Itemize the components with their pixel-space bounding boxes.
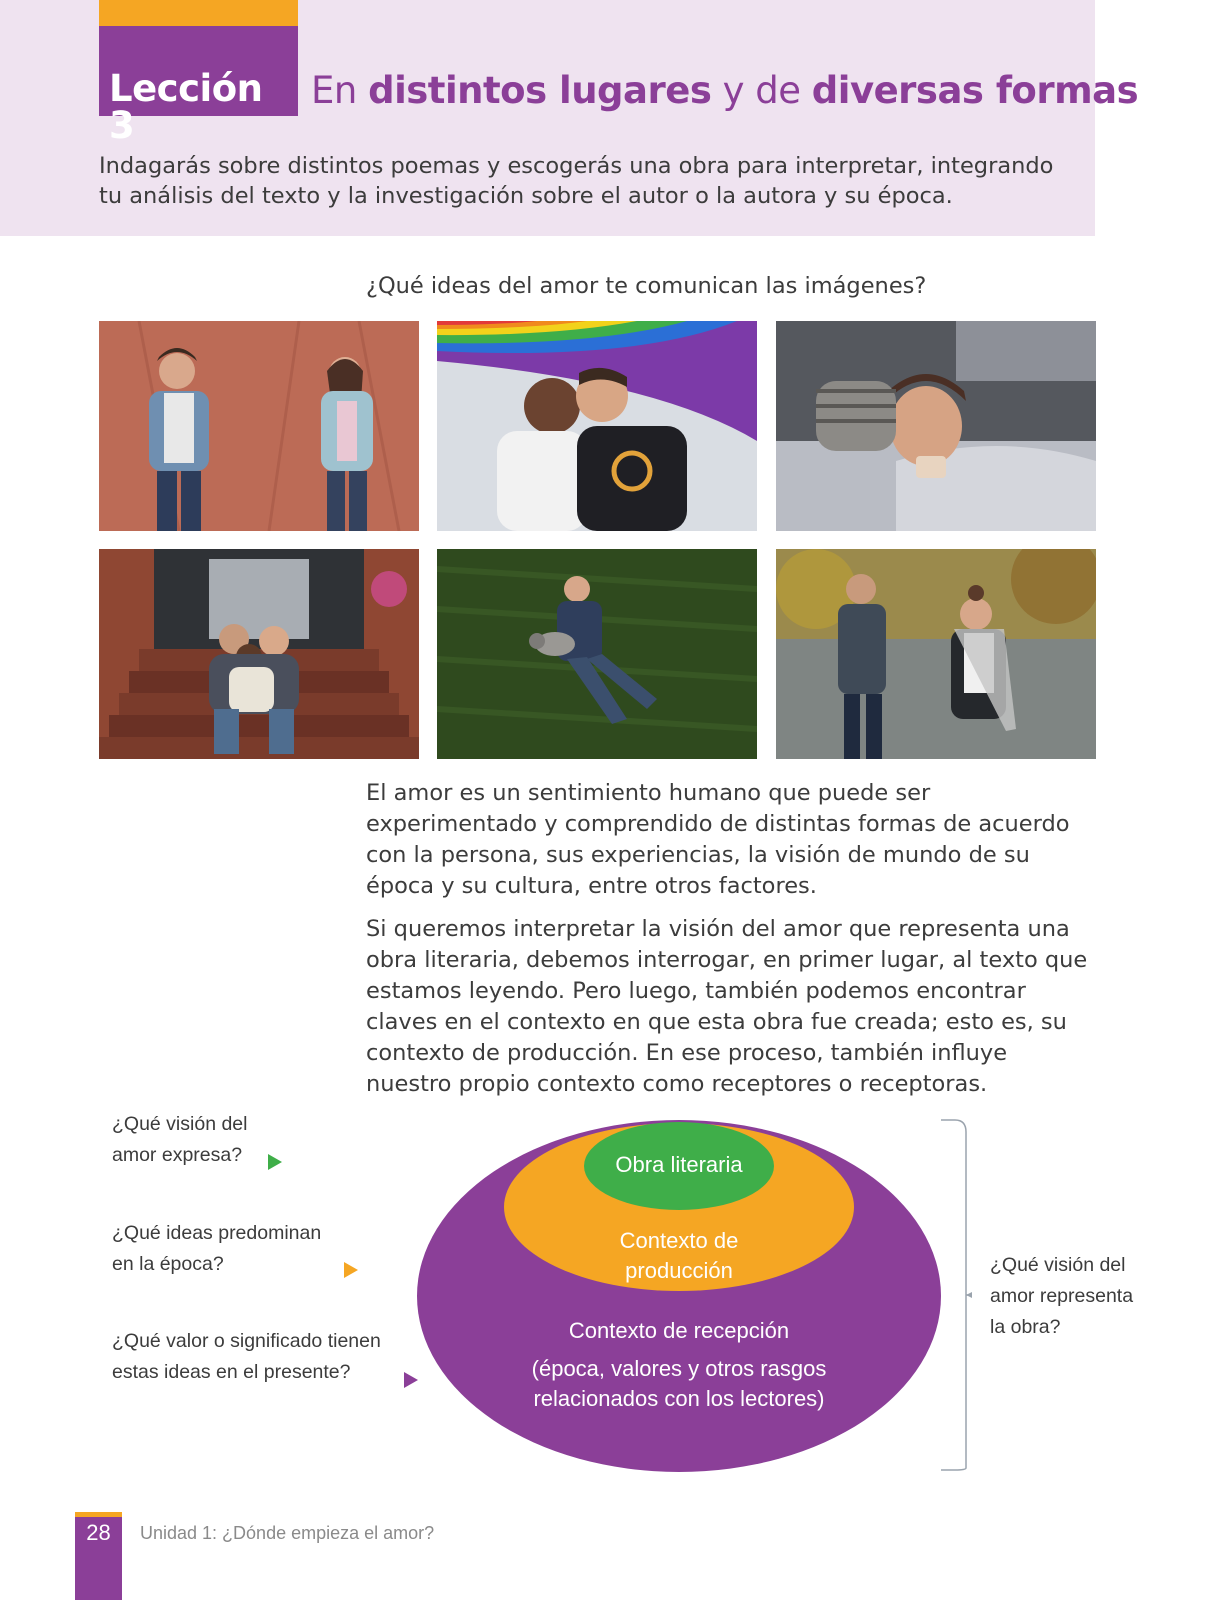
question-line: la obra?: [990, 1316, 1061, 1338]
label-contexto-produccion: [559, 1226, 799, 1286]
question-valor-presente: [112, 1326, 381, 1388]
question-line: ¿Qué visión del: [990, 1254, 1126, 1276]
question-line: ¿Qué visión del: [112, 1113, 248, 1135]
question-line: estas ideas en el presente?: [112, 1361, 351, 1383]
arrow-green-icon: [268, 1154, 282, 1170]
question-vision-representa: [990, 1250, 1133, 1343]
photo-teens-leaning-on-wall: [99, 321, 419, 531]
question-ideas-epoca: [112, 1218, 321, 1280]
label-line: (época, valores y otros rasgos: [531, 1356, 827, 1381]
title-part: En: [311, 69, 369, 112]
paragraph-interpretation: Si queremos interpretar la visión del amor que representa una obra literaria, debemos interrogar, en primer lugar, al texto que estamos leyendo. Pero luego, también podemos encontrar claves en el contexto en que esta obra fue creada; esto es, su contexto de producción. En ese proceso, también influye nuestro propio contexto como receptores o receptoras.: [366, 916, 1088, 1097]
arrow-orange-icon: [344, 1262, 358, 1278]
label-contexto-recepcion: [479, 1316, 879, 1414]
question-line: ¿Qué ideas predominan: [112, 1222, 322, 1244]
photo-man-on-grass-with-dog: [437, 549, 757, 759]
label-obra-literaria: Obra literaria: [615, 1152, 743, 1177]
arrow-purple-icon: [404, 1372, 418, 1388]
right-bracket: [941, 1120, 966, 1470]
header-accent-tab: [99, 0, 298, 26]
photo-woman-on-bed-with-phone: [776, 321, 1096, 531]
title-part: distintos lugares: [368, 69, 712, 112]
unit-label: Unidad 1: ¿Dónde empieza el amor?: [140, 1523, 435, 1543]
question-line: amor expresa?: [112, 1144, 243, 1166]
question-line: ¿Qué valor o significado tienen: [112, 1330, 381, 1352]
photo-couple-walking-park: [776, 549, 1096, 759]
label-line: Contexto de: [619, 1228, 739, 1253]
photo-couple-rainbow-flag: [437, 321, 757, 531]
lesson-intro: Indagarás sobre distintos poemas y escogerás una obra para interpretar, integrando tu análisis del texto y la investigación sobre el autor o la autora y su época.: [99, 153, 1054, 209]
label-line: producción: [625, 1258, 733, 1283]
title-part: y de: [711, 69, 812, 112]
lesson-badge: Lección 3: [99, 26, 298, 116]
title-part: diversas formas: [811, 69, 1139, 112]
lesson-title: [311, 69, 1139, 112]
question-line: amor representa: [990, 1285, 1134, 1307]
page-number: 28: [86, 1520, 111, 1545]
footer-accent: [75, 1512, 122, 1517]
question-line: en la época?: [112, 1253, 224, 1275]
label-line: Contexto de recepción: [568, 1318, 790, 1343]
images-question: ¿Qué ideas del amor te comunican las imágenes?: [366, 273, 927, 299]
photo-family-on-steps: [99, 549, 419, 759]
label-line: relacionados con los lectores): [533, 1386, 825, 1411]
paragraph-intro: El amor es un sentimiento humano que puede ser experimentado y comprendido de distintas formas de acuerdo con la persona, sus experiencias, la visión de mundo de su época y su cultura, entre otros factores.: [366, 780, 1070, 899]
question-vision-expresa: [112, 1109, 247, 1171]
